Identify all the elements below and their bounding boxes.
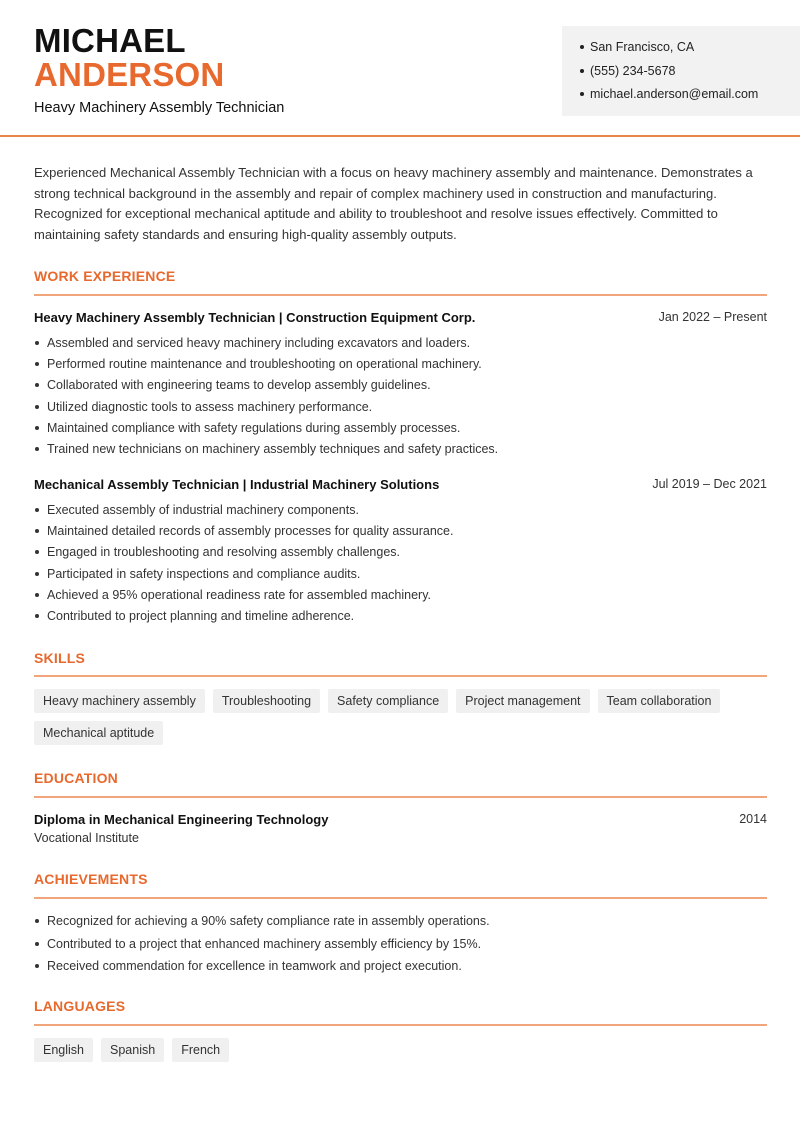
section-divider <box>34 675 767 677</box>
resume-header <box>0 0 800 137</box>
skill-chip: Troubleshooting <box>213 689 320 713</box>
list-item: Executed assembly of industrial machinery components. <box>34 502 453 523</box>
list-item: Assembled and serviced heavy machinery including excavators and loaders. <box>34 335 498 356</box>
job-title: Heavy Machinery Assembly Technician | Construction Equipment Corp. <box>34 310 476 325</box>
list-item: Achieved a 95% operational readiness rate for assembled machinery. <box>34 587 453 608</box>
skill-chip: Project management <box>456 689 589 713</box>
skill-chip: Team collaboration <box>598 689 721 713</box>
last-name: ANDERSON <box>34 56 225 93</box>
candidate-name <box>34 24 224 92</box>
contact-box <box>562 26 800 116</box>
achievements-list <box>34 913 490 981</box>
language-chip: English <box>34 1038 93 1062</box>
first-name: MICHAEL <box>34 22 186 59</box>
section-title-languages: LANGUAGES <box>34 998 126 1014</box>
contact-location: San Francisco, CA <box>580 39 800 63</box>
job-title: Mechanical Assembly Technician | Industrial Machinery Solutions <box>34 477 440 492</box>
skills-list <box>34 689 774 745</box>
section-title-work: WORK EXPERIENCE <box>34 268 176 284</box>
section-divider <box>34 294 767 296</box>
list-item: Recognized for achieving a 90% safety compliance rate in assembly operations. <box>34 913 490 936</box>
list-item: Engaged in troubleshooting and resolving assembly challenges. <box>34 544 453 565</box>
list-item: Maintained compliance with safety regulations during assembly processes. <box>34 420 498 441</box>
contact-email[interactable]: michael.anderson@email.com <box>580 86 800 110</box>
list-item: Utilized diagnostic tools to assess machinery performance. <box>34 399 498 420</box>
education-degree: Diploma in Mechanical Engineering Technology <box>34 812 329 827</box>
list-item: Maintained detailed records of assembly processes for quality assurance. <box>34 523 453 544</box>
list-item: Contributed to a project that enhanced machinery assembly efficiency by 15%. <box>34 936 490 959</box>
education-year: 2014 <box>739 812 767 826</box>
summary-text: Experienced Mechanical Assembly Technician with a focus on heavy machinery assembly and maintenance. Demonstrates a strong technical background in the assembly and repair of complex machinery used in construction and manufacturing. Recognized for exceptional mechanical aptitude and ability to troubleshoot and resolve issues effectively. Committed to maintaining safety standards and ensuring high-quality assembly outputs. <box>34 165 753 243</box>
education-school: Vocational Institute <box>34 831 139 845</box>
job-role: Heavy Machinery Assembly Technician <box>34 100 285 116</box>
list-item: Collaborated with engineering teams to develop assembly guidelines. <box>34 377 498 398</box>
language-chip: Spanish <box>101 1038 164 1062</box>
list-item: Contributed to project planning and timeline adherence. <box>34 608 453 629</box>
job-bullets <box>34 335 498 462</box>
section-title-education: EDUCATION <box>34 770 118 786</box>
list-item: Trained new technicians on machinery assembly techniques and safety practices. <box>34 441 498 462</box>
skill-chip: Mechanical aptitude <box>34 721 163 745</box>
contact-phone: (555) 234-5678 <box>580 63 800 87</box>
list-item: Received commendation for excellence in teamwork and project execution. <box>34 958 490 981</box>
list-item: Performed routine maintenance and troubleshooting on operational machinery. <box>34 356 498 377</box>
section-divider <box>34 897 767 899</box>
job-date: Jan 2022 – Present <box>658 310 767 324</box>
section-title-achievements: ACHIEVEMENTS <box>34 871 148 887</box>
skill-chip: Safety compliance <box>328 689 448 713</box>
job-bullets <box>34 502 453 629</box>
list-item: Participated in safety inspections and compliance audits. <box>34 566 453 587</box>
languages-list <box>34 1038 774 1062</box>
section-title-skills: SKILLS <box>34 650 85 666</box>
job-date: Jul 2019 – Dec 2021 <box>652 477 767 491</box>
skill-chip: Heavy machinery assembly <box>34 689 205 713</box>
language-chip: French <box>172 1038 229 1062</box>
section-divider <box>34 1024 767 1026</box>
section-divider <box>34 796 767 798</box>
